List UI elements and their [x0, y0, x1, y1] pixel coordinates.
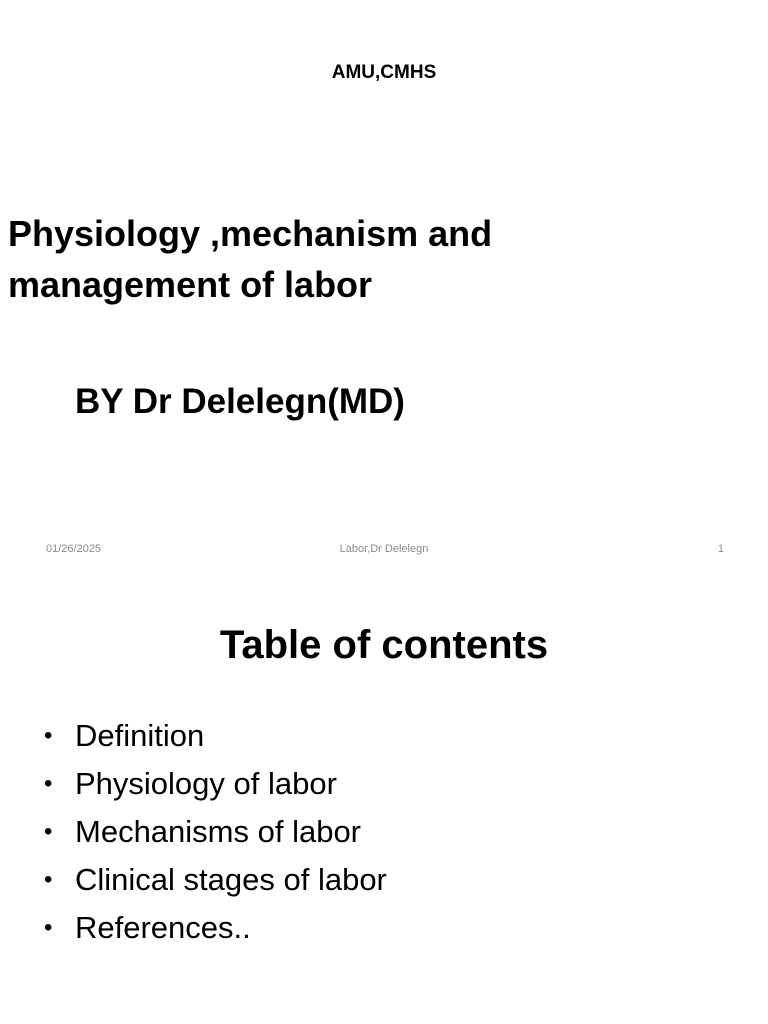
author-line: BY Dr Delelegn(MD) — [75, 382, 405, 421]
toc-item-label: Mechanisms of labor — [75, 814, 362, 849]
toc-item-label: Physiology of labor — [75, 766, 337, 801]
toc-item-clinical-stages — [44, 856, 387, 904]
toc-item-label: References.. — [75, 910, 251, 945]
slide-table-of-contents — [0, 576, 768, 1024]
bullet-icon: • — [44, 722, 53, 749]
bullet-icon: • — [44, 770, 53, 797]
toc-item-label: Definition — [75, 718, 205, 753]
institution-heading: AMU,CMHS — [331, 62, 437, 83]
toc-item-mechanisms — [44, 808, 387, 856]
toc-item-label: Clinical stages of labor — [75, 862, 387, 897]
presentation-title: Physiology ,mechanism and management of labor — [8, 213, 493, 305]
bullet-icon: • — [44, 914, 53, 941]
toc-item-physiology — [44, 760, 387, 808]
toc-item-definition — [44, 712, 387, 760]
slide-number: 1 — [717, 543, 724, 555]
footer-date: 01/26/2025 — [46, 543, 102, 555]
bullet-icon: • — [44, 866, 53, 893]
toc-list — [44, 712, 387, 952]
toc-item-references — [44, 904, 387, 952]
toc-heading: Table of contents — [219, 623, 549, 667]
footer-center-text: Labor,Dr Delelegn — [339, 543, 429, 555]
bullet-icon: • — [44, 818, 53, 845]
